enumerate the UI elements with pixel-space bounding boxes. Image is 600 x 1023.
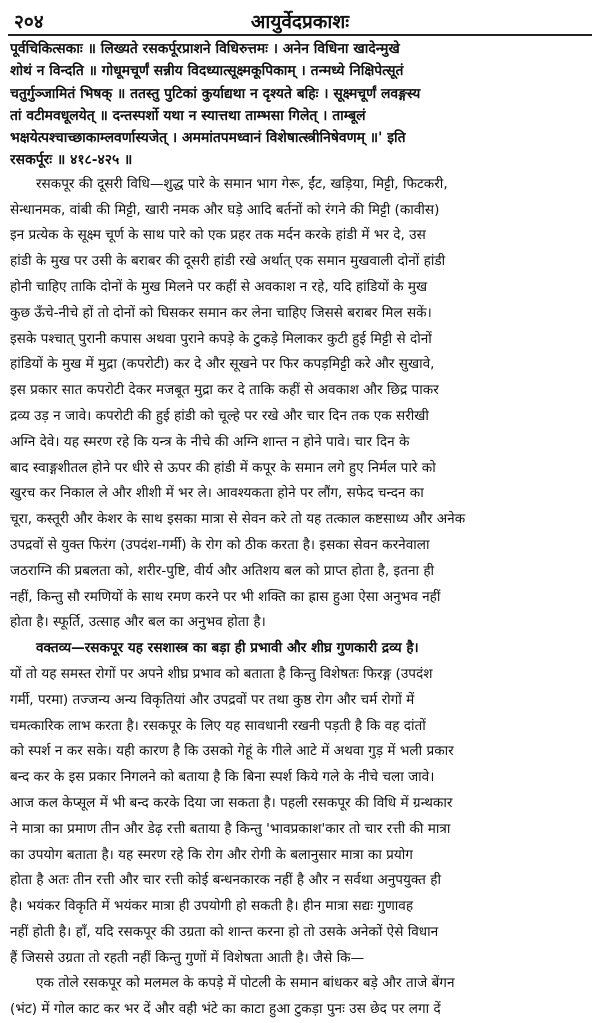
text-line: उपद्रवों से युक्त फिरंग (उपदंश-गर्मी) के रोग को ठीक करता है। इसका सेवन करनेवाला (10, 536, 430, 553)
verse-line: शोथं न विन्दति ॥ गोधूमचूर्णं सन्नीय विदध्यात्सूक्ष्मकूपिकाम् । तन्मध्ये निक्षिपेत्सूतं (10, 63, 404, 80)
verse-line: पूर्वचिकित्सकाः ॥ लिख्यते रसकर्पूरप्राशने विधिरुत्तमः । अनेन विधिना खादेन्मुखे (10, 41, 400, 57)
text-line: गर्मी, परमा) तज्जन्य अन्य विकृतियां और उपद्रवों पर तथा कुष्ठ रोग और चर्म रोगों में (10, 691, 415, 708)
text-line: खुरच कर निकाल ले और शीशी में भर ले। आवश्यकता होने पर लौंग, सफेद चन्दन का (10, 485, 424, 502)
sanskrit-verse (10, 38, 594, 172)
text-line: का उपयोग बताता है। यह स्मरण रहे कि रोग और रोगी के बलानुसार मात्रा का प्रयोग (10, 846, 413, 863)
text-line: है। भयंकर विकृति में भयंकर मात्रा ही उपयोगी हो सकती है। हीन मात्रा सद्यः गुणावह (10, 898, 414, 915)
paragraph-start-line: रसकपूर की दूसरी विधि—शुद्ध पारे के समान भाग गेरू, ईंट, खड़िया, मिट्टी, फिटकरी, (36, 175, 448, 192)
text-line: हैं जिससे उग्रता तो रहती नहीं किन्तु गुणों में विशेषता आती है। जैसे कि— (10, 949, 365, 966)
text-line: बन्द कर के इस प्रकार निगलने को बताया है कि बिना स्पर्श किये गले के नीचे चला जावे। (10, 769, 435, 786)
text-line: ने मात्रा का प्रमाण तीन और डेढ़ रत्ती बताया है किन्तु 'भावप्रकाश'कार तो चार रत्ती की मात्रा (10, 820, 451, 837)
text-line: जठराग्नि की प्रबलता को, शरीर-पुष्टि, वीर्य और अतिशय बल को प्राप्त होता है, इतना ही (10, 562, 435, 579)
verse-line: रसकर्पूरः ॥ ४१८-४२५ ॥ (10, 152, 133, 169)
note-heading-line: वक्तव्य—रसकपूर यह रसशास्त्र का बड़ा ही प्रभावी और शीघ्र गुणकारी द्रव्य है। (36, 640, 419, 657)
header-rule (8, 34, 592, 36)
text-line: (भंट) में गोल काट कर भर दें और वही भंटे का काटा हुआ टुकड़ा पुनः उस छेद पर लगा दें (10, 1001, 441, 1018)
text-line: यों तो यह समस्त रोगों पर अपने शीघ्र प्रभाव को बताता है किन्तु विशेषतः फिरङ्ग (उपदंश (10, 665, 433, 682)
text-line: होता है अतः तीन रत्ती और चार रत्ती कोई बन्धनकारक नहीं है और न सर्वथा अनुपयुक्त ही (10, 872, 441, 889)
text-line: कुछ ऊँचे-नीचे हों तो दोनों को घिसकर समान कर लेना चाहिए जिससे बराबर मिल सकें। (10, 304, 432, 321)
text-line: को स्पर्श न कर सके। यही कारण है कि उसको गेहूं के गीले आटे में अथवा गुड़ में भली प्रकार (10, 743, 454, 760)
verse-line: तां वटीमवधूलयेत् ॥ दन्तस्पर्शो यथा न स्यात्तथा ताम्भसा गिलेत् । ताम्बूलं (10, 107, 366, 124)
page-body (10, 38, 594, 1023)
text-line: हांडियों के मुख में मुद्रा (कपरोटी) कर दे और सूखने पर फिर कपड़मिट्टी करे और सुखावे, (10, 356, 435, 373)
text-line: द्रव्य उड़ न जावे। कपरोटी की हुई हांडी को चूल्हे पर रखे और चार दिन तक एक सरीखी (10, 407, 429, 424)
verse-line: भक्षयेत्पश्चाच्छाकाम्लवर्णास्यजेत् । अममांतपमध्वानं विशेषात्स्त्रीनिषेवणम् ॥' इति (10, 130, 406, 147)
text-line: होता है। स्फूर्ति, उत्साह और बल का अनुभव होता है। (10, 614, 266, 631)
text-line: सेन्धानमक, वांबी की मिट्टी, खारी नमक और घड़े आदि बर्तनों को रंगने की मिट्टी (कावीस) (10, 201, 440, 218)
text-line: अग्नि देवे। यह स्मरण रहे कि यन्त्र के नीचे की अग्नि शान्त न होने पावे। चार दिन के (10, 433, 410, 450)
text-line: चूरा, कस्तूरी और केशर के साथ इसका मात्रा से सेवन करे तो यह तत्काल कष्टसाध्य और अनेक (10, 511, 466, 528)
text-line: इन प्रत्येक के सूक्ष्म चूर्ण के साथ पारे को एक प्रहर तक मर्दन करके हांडी में भर दे, उस (10, 227, 426, 244)
text-line: चमत्कारिक लाभ करता है। रसकपूर के लिए यह सावधानी रखनी पड़ती है कि वह दांतों (10, 717, 426, 734)
text-line: नहीं, किन्तु सौ रमणियों के साथ रमण करने पर भी शक्ति का ह्रास हुआ ऐसा अनुभव नहीं (10, 588, 441, 605)
page-header (0, 6, 600, 34)
paragraph-start-line: एक तोले रसकपूर को मलमल के कपड़े में पोटली के समान बांधकर बड़े और ताजे बेंगन (36, 975, 455, 992)
text-line: आज कल केप्सूल में भी बन्द करके दिया जा सकता है। पहली रसकपूर की विधि में ग्रन्थकार (10, 794, 453, 811)
text-line: इस प्रकार सात कपरोटी देकर मजबूत मुद्रा कर दे ताकि कहीं से अवकाश और छिद्र पाकर (10, 382, 439, 399)
text-line: बाद स्वाङ्गशीतल होने पर धीरे से ऊपर की हांडी में कपूर के समान लगे हुए निर्मल पारे को (10, 459, 436, 476)
text-line: होनी चाहिए ताकि दोनों के मुख मिलने पर कहीं से अवकाश न रहे, यदि हांडियों के मुख (10, 278, 428, 295)
running-title: आयुर्वेदप्रकाशः (250, 11, 350, 33)
text-line: हांडी के मुख पर उसी के बराबर की दूसरी हांडी रखे अर्थात् एक समान मुखवाली दोनों हांडी (10, 253, 446, 270)
text-line: इसके पश्चात् पुरानी कपास अथवा पुराने कपड़े के टुकड़े मिलाकर कुटी हुई मिट्टी से दोनों (10, 330, 432, 347)
text-line: नहीं होती है। हाँ, यदि रसकपूर की उग्रता को शान्त करना हो तो उसके अनेकों ऐसे विधान (10, 923, 439, 940)
hindi-commentary (10, 172, 594, 1023)
verse-line: चतुर्गुञ्जामितं भिषक् ॥ ततस्तु पुटिकां कुर्याद्यथा न दृश्यते बहिः । सूक्ष्मचूर्णं लवङ्गस्य (10, 85, 421, 102)
page-number: २०४ (14, 11, 44, 33)
